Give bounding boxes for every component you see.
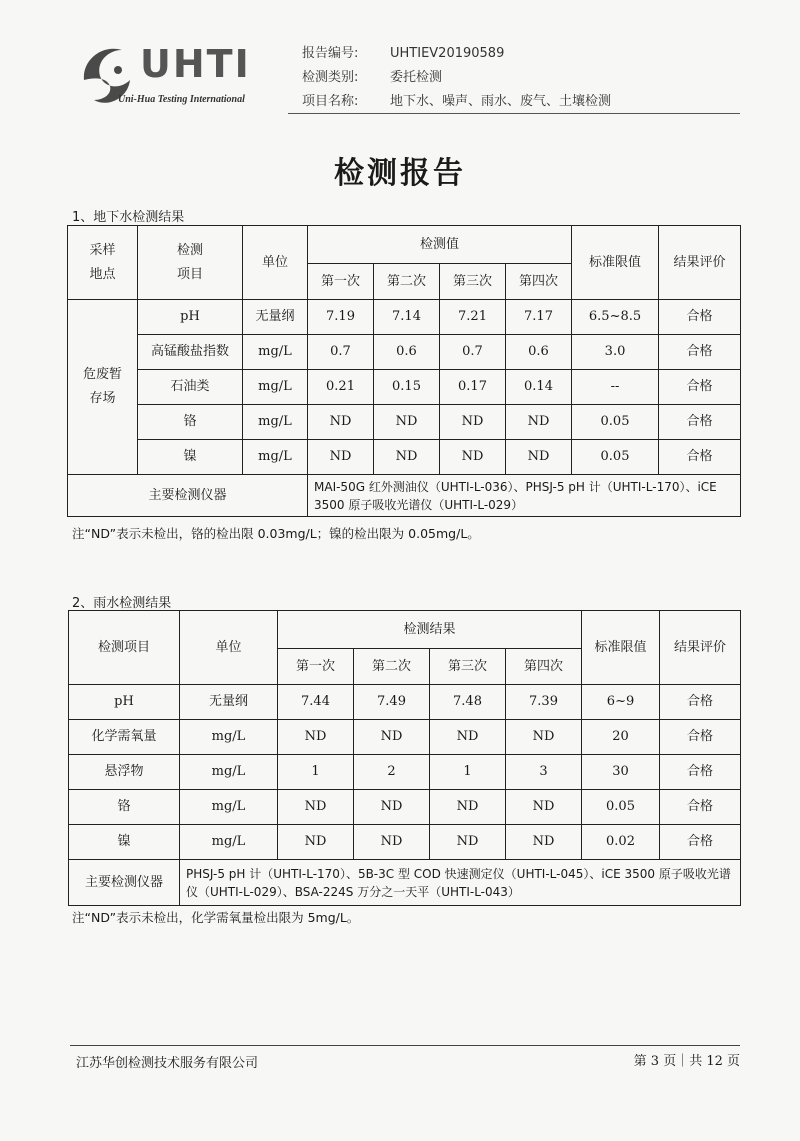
- limit-cell: 0.05: [582, 790, 660, 825]
- header-standard-limit: 标准限值: [582, 611, 660, 685]
- meta-report-number: 报告编号: UHTIEV20190589: [302, 46, 505, 61]
- value-cell: 7.21: [440, 300, 506, 335]
- value-cell: 7.49: [354, 685, 430, 720]
- value-cell: ND: [430, 790, 506, 825]
- unit-cell: mg/L: [180, 790, 278, 825]
- header-unit: 单位: [243, 226, 308, 300]
- limit-cell: 0.05: [572, 405, 659, 440]
- groundwater-note: 注“ND”表示未检出，铬的检出限 0.03mg/L；镍的检出限为 0.05mg/L。: [72, 526, 480, 541]
- item-cell: pH: [69, 685, 180, 720]
- value-cell: 0.17: [440, 370, 506, 405]
- evaluation-cell: 合格: [660, 720, 741, 755]
- page-title: 检测报告: [334, 156, 466, 191]
- value-cell: ND: [506, 825, 582, 860]
- instrument-label: 主要检测仪器: [68, 475, 308, 517]
- value-cell: ND: [430, 720, 506, 755]
- table-row: [69, 825, 741, 860]
- evaluation-cell: 合格: [660, 790, 741, 825]
- evaluation-cell: 合格: [659, 335, 741, 370]
- value-cell: 1: [430, 755, 506, 790]
- rainwater-table: [68, 610, 741, 906]
- unit-cell: 无量纲: [243, 300, 308, 335]
- value-cell: ND: [374, 405, 440, 440]
- table-row: [69, 790, 741, 825]
- table-row: [69, 720, 741, 755]
- evaluation-cell: 合格: [659, 300, 741, 335]
- header-unit: 单位: [180, 611, 278, 685]
- unit-cell: mg/L: [180, 720, 278, 755]
- value-cell: ND: [506, 790, 582, 825]
- item-cell: 镍: [138, 440, 243, 475]
- value-cell: 0.7: [308, 335, 374, 370]
- footer-company: 江苏华创检测技术服务有限公司: [76, 1056, 259, 1071]
- value-cell: 2: [354, 755, 430, 790]
- limit-cell: 30: [582, 755, 660, 790]
- item-cell: 高锰酸盐指数: [138, 335, 243, 370]
- value-cell: ND: [278, 720, 354, 755]
- value-cell: ND: [354, 720, 430, 755]
- table-row: [68, 370, 741, 405]
- evaluation-cell: 合格: [659, 370, 741, 405]
- header-evaluation: 结果评价: [659, 226, 741, 300]
- unit-cell: mg/L: [243, 370, 308, 405]
- company-logo: [78, 40, 278, 112]
- value-cell: 0.14: [506, 370, 572, 405]
- meta-test-category: 检测类别: 委托检测: [302, 70, 443, 85]
- limit-cell: 6.5~8.5: [572, 300, 659, 335]
- header-test-values: 检测值: [308, 226, 572, 264]
- item-cell: 化学需氧量: [69, 720, 180, 755]
- limit-cell: 0.02: [582, 825, 660, 860]
- header-test-item: 检测 项目: [138, 226, 243, 300]
- table-row: [68, 335, 741, 370]
- footer-page-number: 第 3 页｜共 12 页: [633, 1054, 740, 1069]
- value-cell: 0.6: [506, 335, 572, 370]
- section-title-groundwater: 1、地下水检测结果: [72, 210, 185, 225]
- unit-cell: mg/L: [180, 825, 278, 860]
- header-test-item: 检测项目: [69, 611, 180, 685]
- value-cell: 0.7: [440, 335, 506, 370]
- value-cell: ND: [278, 790, 354, 825]
- value-cell: 0.15: [374, 370, 440, 405]
- value-cell: ND: [506, 440, 572, 475]
- value-cell: ND: [440, 440, 506, 475]
- header-run-1: 第一次: [278, 649, 354, 685]
- rainwater-note: 注“ND”表示未检出，化学需氧量检出限为 5mg/L。: [72, 910, 360, 925]
- value-cell: 7.17: [506, 300, 572, 335]
- header-run-2: 第二次: [354, 649, 430, 685]
- limit-cell: 6~9: [582, 685, 660, 720]
- header-divider: [288, 113, 740, 114]
- value-cell: ND: [374, 440, 440, 475]
- item-cell: 镍: [69, 825, 180, 860]
- value-cell: 0.6: [374, 335, 440, 370]
- value-cell: ND: [440, 405, 506, 440]
- sampling-site: 危废暂 存场: [68, 300, 138, 475]
- header-test-results: 检测结果: [278, 611, 582, 649]
- limit-cell: 3.0: [572, 335, 659, 370]
- table-row: [68, 405, 741, 440]
- item-cell: pH: [138, 300, 243, 335]
- report-meta: [302, 42, 611, 114]
- instrument-list: PHSJ-5 pH 计（UHTI-L-170）、5B-3C 型 COD 快速测定仪（UHTI-L-045）、iCE 3500 原子吸收光谱仪（UHTI-L-029）、BSA-224S 万分之一天平（UHTI-L-043）: [180, 860, 741, 906]
- header-run-4: 第四次: [506, 649, 582, 685]
- evaluation-cell: 合格: [660, 685, 741, 720]
- value-cell: 7.48: [430, 685, 506, 720]
- header-sampling-site: 采样 地点: [68, 226, 138, 300]
- table-row: [69, 755, 741, 790]
- evaluation-cell: 合格: [660, 755, 741, 790]
- limit-cell: --: [572, 370, 659, 405]
- evaluation-cell: 合格: [659, 405, 741, 440]
- evaluation-cell: 合格: [659, 440, 741, 475]
- logo-subtitle: Uni-Hua Testing International: [118, 94, 245, 105]
- value-cell: 3: [506, 755, 582, 790]
- item-cell: 石油类: [138, 370, 243, 405]
- groundwater-table: [67, 225, 741, 517]
- item-cell: 铬: [138, 405, 243, 440]
- value-cell: ND: [308, 440, 374, 475]
- table-row: [68, 300, 741, 335]
- section-title-rainwater: 2、雨水检测结果: [72, 596, 172, 611]
- instrument-list: MAI-50G 红外测油仪（UHTI-L-036）、PHSJ-5 pH 计（UHTI-L-170）、iCE 3500 原子吸收光谱仪（UHTI-L-029）: [308, 475, 741, 517]
- unit-cell: 无量纲: [180, 685, 278, 720]
- header-run-2: 第二次: [374, 264, 440, 300]
- instrument-row: [69, 860, 741, 906]
- limit-cell: 20: [582, 720, 660, 755]
- item-cell: 悬浮物: [69, 755, 180, 790]
- value-cell: ND: [278, 825, 354, 860]
- header-evaluation: 结果评价: [660, 611, 741, 685]
- value-cell: 1: [278, 755, 354, 790]
- unit-cell: mg/L: [243, 335, 308, 370]
- value-cell: 7.39: [506, 685, 582, 720]
- header-run-3: 第三次: [440, 264, 506, 300]
- header-run-3: 第三次: [430, 649, 506, 685]
- value-cell: 7.19: [308, 300, 374, 335]
- unit-cell: mg/L: [243, 405, 308, 440]
- value-cell: ND: [430, 825, 506, 860]
- header-standard-limit: 标准限值: [572, 226, 659, 300]
- table-row: [68, 440, 741, 475]
- unit-cell: mg/L: [180, 755, 278, 790]
- value-cell: 0.21: [308, 370, 374, 405]
- item-cell: 铬: [69, 790, 180, 825]
- table-row: [69, 685, 741, 720]
- value-cell: ND: [506, 720, 582, 755]
- value-cell: 7.14: [374, 300, 440, 335]
- header-run-4: 第四次: [506, 264, 572, 300]
- evaluation-cell: 合格: [660, 825, 741, 860]
- unit-cell: mg/L: [243, 440, 308, 475]
- value-cell: ND: [308, 405, 374, 440]
- header-run-1: 第一次: [308, 264, 374, 300]
- instrument-label: 主要检测仪器: [69, 860, 180, 906]
- footer-divider: [70, 1045, 740, 1046]
- instrument-row: [68, 475, 741, 517]
- value-cell: ND: [354, 790, 430, 825]
- limit-cell: 0.05: [572, 440, 659, 475]
- value-cell: ND: [506, 405, 572, 440]
- logo-wordmark: UHTI: [140, 42, 251, 86]
- value-cell: ND: [354, 825, 430, 860]
- meta-project-name: 项目名称: 地下水、噪声、雨水、废气、土壤检测: [302, 94, 612, 109]
- value-cell: 7.44: [278, 685, 354, 720]
